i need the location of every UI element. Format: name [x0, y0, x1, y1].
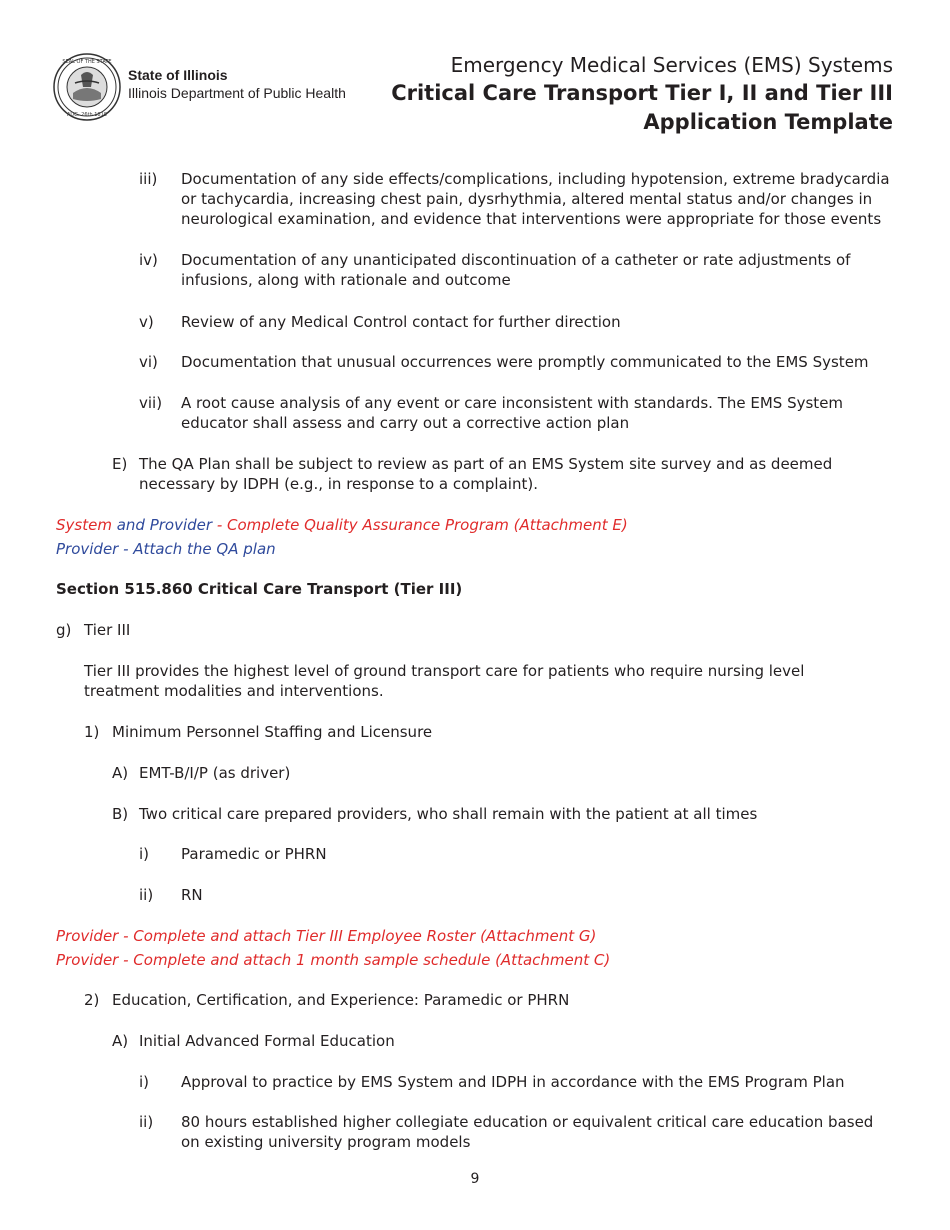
list-text: Minimum Personnel Staffing and Licensure — [112, 723, 433, 741]
item-marker: vi) — [139, 353, 158, 371]
item-marker: iii) — [139, 170, 158, 188]
item-marker: vii) — [139, 394, 163, 412]
list-marker: ii) — [139, 886, 154, 904]
note-employee-roster: Provider - Complete and attach Tier III Employee Roster (Attachment G) — [56, 927, 597, 945]
list-text: EMT-B/I/P (as driver) — [139, 764, 291, 782]
item-e-text: The QA Plan shall be subject to review as part of an EMS System site survey and as deemed necessary by IDPH (e.g., in response to a complaint). — [139, 455, 833, 493]
list-text: Education, Certification, and Experience: Paramedic or PHRN — [112, 991, 570, 1009]
note-attach-qa-plan: Provider - Attach the QA plan — [56, 540, 276, 558]
list-text: 80 hours established higher collegiate education or equivalent critical care education based on existing university program models — [181, 1113, 874, 1151]
list-marker: i) — [139, 1073, 150, 1091]
note-sample-schedule: Provider - Complete and attach 1 month sample schedule (Attachment C) — [56, 951, 611, 969]
item-marker: v) — [139, 313, 154, 331]
list-marker: 1) — [84, 723, 100, 741]
header-title-line2: Critical Care Transport Tier I, II and Tier III — [391, 81, 893, 105]
list-text: Initial Advanced Formal Education — [139, 1032, 395, 1050]
note-provider-word: Provider — [149, 516, 213, 534]
header-title-line1: Emergency Medical Services (EMS) Systems — [450, 53, 893, 77]
g-label: Tier III — [84, 621, 131, 639]
state-seal — [53, 53, 121, 121]
svg-text:SEAL OF THE STATE: SEAL OF THE STATE — [62, 59, 112, 65]
note-system-word: System — [56, 516, 112, 534]
item-text: Documentation of any side effects/complications, including hypotension, extreme bradycardia or tachycardia, increasing chest pain, dysrhythmia, altered mental status and/or changes in neurological examination, and evidence that interventions were appropriate for those events — [181, 170, 890, 228]
tier3-description: Tier III provides the highest level of ground transport care for patients who require nursing level treatment modalities and interventions. — [84, 662, 805, 700]
list-marker: B) — [112, 805, 129, 823]
list-marker: ii) — [139, 1113, 154, 1131]
note-system-provider — [56, 515, 628, 535]
item-text: Review of any Medical Control contact for further direction — [181, 313, 621, 331]
list-text: RN — [181, 886, 203, 904]
list-text: Paramedic or PHRN — [181, 845, 327, 863]
list-marker: A) — [112, 764, 129, 782]
page-number: 9 — [470, 1171, 480, 1187]
note-and-word: and — [111, 516, 150, 534]
list-text: Approval to practice by EMS System and IDPH in accordance with the EMS Program Plan — [181, 1073, 845, 1091]
list-marker: A) — [112, 1032, 129, 1050]
item-e-marker: E) — [112, 455, 128, 473]
header-department: Illinois Department of Public Health — [128, 85, 346, 101]
item-marker: iv) — [139, 251, 158, 269]
item-text: Documentation of any unanticipated discontinuation of a catheter or rate adjustments of infusions, along with rationale and outcome — [181, 251, 851, 289]
header-state: State of Illinois — [128, 67, 228, 83]
list-marker: 2) — [84, 991, 100, 1009]
note-attachment-e: - Complete Quality Assurance Program (Attachment E) — [212, 516, 628, 534]
list-marker: i) — [139, 845, 150, 863]
svg-text:AUG. 26th 1818: AUG. 26th 1818 — [67, 112, 107, 118]
list-text: Two critical care prepared providers, who shall remain with the patient at all times — [139, 805, 758, 823]
header-title-line3: Application Template — [643, 110, 893, 134]
item-text: A root cause analysis of any event or care inconsistent with standards. The EMS System educator shall assess and carry out a corrective action plan — [181, 394, 844, 432]
item-text: Documentation that unusual occurrences were promptly communicated to the EMS System — [181, 353, 869, 371]
g-marker: g) — [56, 621, 72, 639]
section-heading: Section 515.860 Critical Care Transport (Tier III) — [56, 580, 463, 598]
